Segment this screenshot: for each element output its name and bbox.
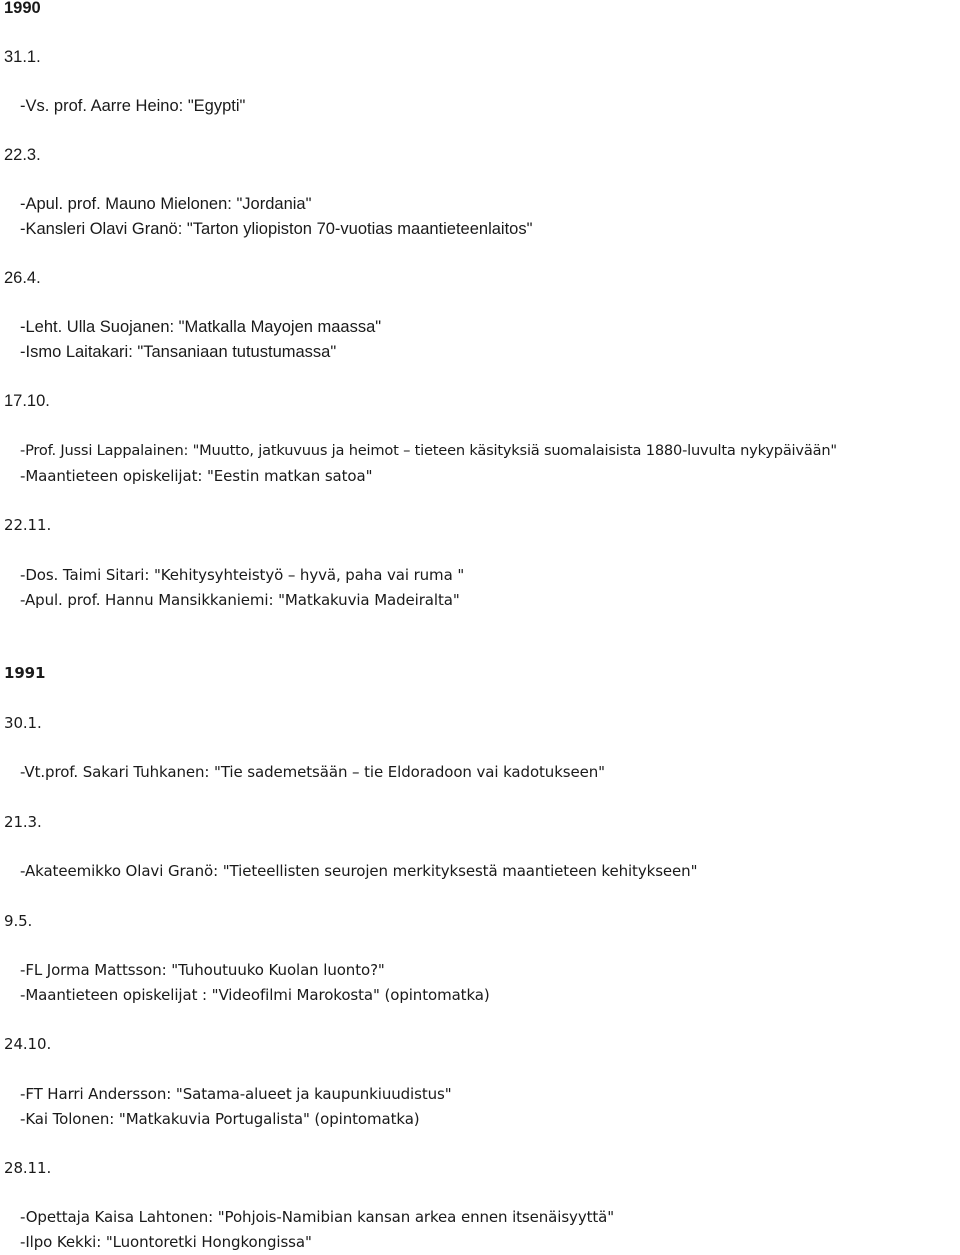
lecture-item: -Vs. prof. Aarre Heino: "Egypti"	[20, 97, 246, 115]
entry-date: 30.1.	[4, 714, 42, 732]
entry-date: 22.3.	[4, 146, 41, 164]
lecture-item: -FT Harri Andersson: "Satama-alueet ja kaupunkiuudistus"	[20, 1085, 452, 1103]
lecture-item: -FL Jorma Mattsson: "Tuhoutuuko Kuolan luonto?"	[20, 961, 385, 979]
entry-date: 17.10.	[4, 392, 50, 410]
year-heading-1990: 1990	[4, 0, 41, 17]
entry-date: 22.11.	[4, 516, 52, 534]
lecture-item: -Ilpo Kekki: "Luontoretki Hongkongissa"	[20, 1233, 312, 1251]
entry-date: 28.11.	[4, 1159, 52, 1177]
lecture-item: -Kai Tolonen: "Matkakuvia Portugalista" (opintomatka)	[20, 1110, 420, 1128]
lecture-item: -Apul. prof. Mauno Mielonen: "Jordania"	[20, 195, 312, 213]
entry-date: 26.4.	[4, 269, 41, 287]
lecture-item: -Dos. Taimi Sitari: "Kehitysyhteistyö – hyvä, paha vai ruma "	[20, 566, 465, 584]
lecture-item: -Akateemikko Olavi Granö: "Tieteellisten seurojen merkityksestä maantieteen kehitykseen"	[20, 862, 698, 880]
lecture-item: -Vt.prof. Sakari Tuhkanen: "Tie sademetsään – tie Eldoradoon vai kadotukseen"	[20, 763, 605, 781]
lecture-item: -Ismo Laitakari: "Tansaniaan tutustumassa"	[20, 343, 337, 361]
lecture-item: -Maantieteen opiskelijat: "Eestin matkan satoa"	[20, 467, 373, 485]
lecture-item: -Leht. Ulla Suojanen: "Matkalla Mayojen maassa"	[20, 318, 382, 336]
year-heading-1991: 1991	[4, 664, 46, 682]
lecture-item: -Apul. prof. Hannu Mansikkaniemi: "Matkakuvia Madeiralta"	[20, 591, 460, 609]
entry-date: 21.3.	[4, 813, 42, 831]
lecture-item: -Maantieteen opiskelijat : "Videofilmi Marokosta" (opintomatka)	[20, 986, 490, 1004]
entry-date: 9.5.	[4, 912, 33, 930]
lecture-item: -Prof. Jussi Lappalainen: "Muutto, jatkuvuus ja heimot – tieteen käsityksiä suomalaisista 1880-luvulta nykypäivään"	[20, 442, 837, 459]
lecture-item: -Opettaja Kaisa Lahtonen: "Pohjois-Namibian kansan arkea ennen itsenäisyyttä"	[20, 1208, 615, 1226]
entry-date: 31.1.	[4, 48, 41, 66]
entry-date: 24.10.	[4, 1035, 52, 1053]
lecture-item: -Kansleri Olavi Granö: "Tarton yliopiston 70-vuotias maantieteenlaitos"	[20, 220, 533, 238]
